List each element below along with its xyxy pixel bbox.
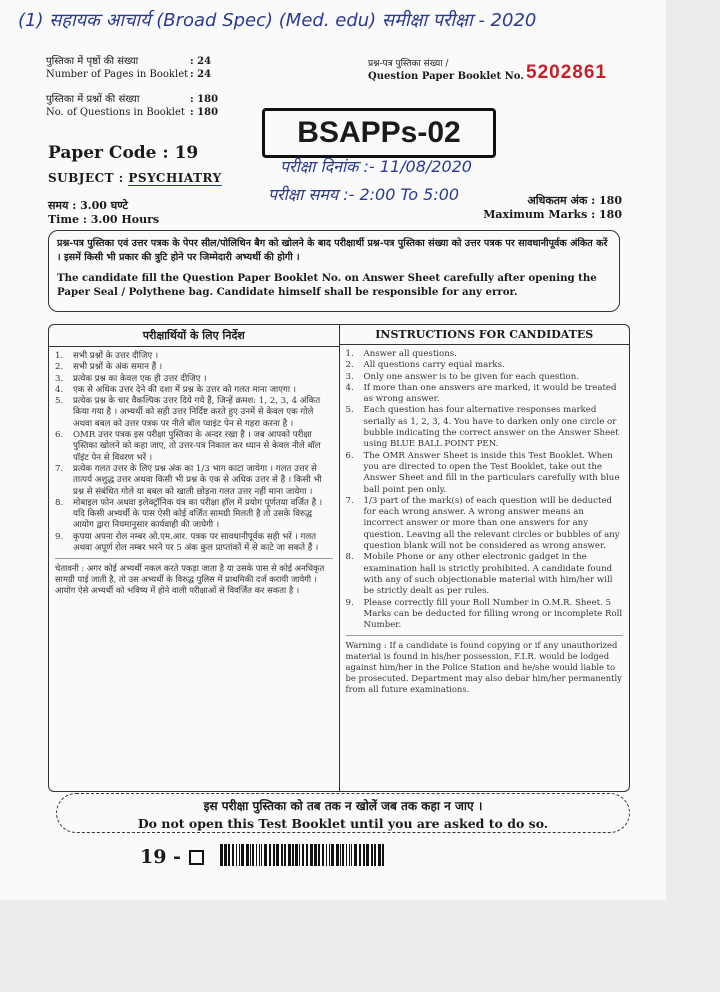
- instructions-hi: [49, 325, 340, 791]
- max-marks-hi: अधिकतम अंक : 180: [527, 194, 622, 207]
- instruction-en-item-text: The OMR Answer Sheet is inside this Test Booklet. When you are directed to open the Test Booklet, take out the Answer Sheet and fill in the particulars carefully with blue ball point pen only.: [363, 450, 620, 495]
- instruction-hi-item: [55, 396, 333, 430]
- booklet-code-text: 19 -: [140, 846, 181, 868]
- qpb-number: 5202861: [526, 62, 607, 83]
- instruction-hi-item: [55, 532, 333, 555]
- series-box: [262, 108, 496, 158]
- instruction-en-item-text: All questions carry equal marks.: [363, 360, 505, 371]
- instruction-en-item: [346, 552, 624, 597]
- instruction-en-item-text: Mobile Phone or any other electronic gadget in the examination hall is strictly prohibited. A candidate found with any of such objectionable material with him/her will be strictly dealt as per rules.: [363, 552, 613, 597]
- max-marks-en: Maximum Marks : 180: [483, 208, 622, 221]
- instruction-en-item-text: If more than one answers are marked, it would be treated as wrong answer.: [363, 382, 617, 405]
- instructions-hi-title: परीक्षार्थियों के लिए निर्देश: [49, 325, 339, 347]
- instruction-en-item-text: Answer all questions.: [363, 349, 457, 359]
- instruction-hi-item-number: 4.: [55, 384, 64, 395]
- questions-label-en: No. of Questions in Booklet: [46, 107, 185, 118]
- pages-label-en: Number of Pages in Booklet: [46, 69, 189, 80]
- instruction-hi-item-text: प्रत्येक प्रश्न का केवल एक ही उत्तर दीजिए ।: [73, 373, 207, 384]
- instruction-hi-item-text: एक से अधिक उत्तर देने की दशा में प्रश्न के उत्तर को गलत माना जाएगा ।: [73, 384, 297, 395]
- instruction-hi-item: [55, 498, 333, 532]
- instruction-en-item-number: 8.: [345, 552, 354, 563]
- instruction-hi-item-text: OMR उत्तर पत्रक इस परीक्षा पुस्तिका के अन्दर रखा है । जब आपको परीक्षा पुस्तिका खोलने को कहा जाए, तो उत्तर-पत्र निकाल कर ध्यान से केवल नीले बॉल पॉइंट पेन से विवरण भरें ।: [73, 430, 321, 463]
- time-en: Time : 3.00 Hours: [48, 213, 160, 226]
- instruction-hi-item: [55, 351, 333, 362]
- instruction-en-item-text: Only one answer is to be given for each question.: [363, 371, 579, 382]
- instruction-en-item: [346, 405, 624, 450]
- pages-value-en: : 24: [190, 69, 212, 80]
- instruction-en-item-number: 7.: [345, 495, 354, 506]
- qpb-label-hi: प्रश्न-पत्र पुस्तिका संख्या /: [368, 59, 449, 69]
- notice-box: [48, 230, 620, 312]
- instruction-en-item-text: Each question has four alternative responses marked serially as 1, 2, 3, 4. You have to darken only one circle or bubble indicating the correct answer on the Answer Sheet using BLUE BALL POINT PEN.: [363, 405, 619, 450]
- booklet-code: [140, 846, 204, 868]
- instruction-hi-item-text: कृपया अपना रोल नम्बर ओ.एम.आर. पत्रक पर सावधानीपूर्वक सही भरें । गलत अथवा अपूर्ण रोल नम्बर भरने पर 5 अंक कुल प्राप्तांकों में से काटे जा सकते हैं ।: [73, 531, 319, 554]
- paper-code: Paper Code : 19: [48, 143, 199, 163]
- instruction-hi-item-number: 5.: [55, 396, 64, 407]
- instructions-en-warning: Warning : If a candidate is found copying or if any unauthorized material is found in his/her possession, F.I.R. would be lodged against him/her in the Police Station and he/she would liable to be prosecuted. Department may also debar him/her permanently from all future examinations.: [345, 640, 622, 695]
- instruction-en-item-number: 4.: [345, 382, 354, 393]
- instruction-hi-item: [55, 374, 333, 385]
- notice-hindi: प्रश्न-पत्र पुस्तिका एवं उत्तर पत्रक के पेपर सील/पोलिथिन बैग को खोलने के बाद परीक्षार्थी प्रश्न-पत्र पुस्तिका संख्या को उत्तर पत्रक पर सावधानीपूर्वक अंकित करें । इसमें किसी भी प्रकार की त्रुटि होने पर जिम्मेदारी अभ्यर्थी की होगी ।: [57, 238, 608, 263]
- instruction-hi-item-text: मोबाइल फोन अथवा इलेक्ट्रॉनिक यंत्र का परीक्षा हॉल में प्रयोग पूर्णतया वर्जित है । यदि किसी अभ्यर्थी के पास ऐसी कोई वर्जित सामग्री मिलती है तो उसके विरुद्ध आयोग द्वारा नियमानुसार कार्यवाही की जायेगी ।: [73, 497, 323, 531]
- instruction-hi-item-number: 2.: [55, 362, 64, 373]
- pages-value-hi: : 24: [190, 56, 212, 67]
- checkbox-square-icon: [189, 850, 204, 865]
- instructions-hi-warning: चेतावनी : अगर कोई अभ्यर्थी नकल करते पकड़ा जाता है या उसके पास से कोई अनधिकृत सामग्री पाई जाती है, तो उस अभ्यर्थी के विरुद्ध पुलिस में प्राथमिकी दर्ज करायी जायेगी । आयोग ऐसे अभ्यर्थी को भविष्य में होने वाली परीक्षाओं से विवर्जित कर सकता है ।: [55, 563, 325, 596]
- instruction-hi-item-number: 9.: [55, 531, 64, 542]
- instruction-en-item: [346, 349, 624, 360]
- instruction-en-item-number: 2.: [345, 360, 354, 371]
- barcode-icon: [220, 844, 386, 866]
- instructions-en: [340, 325, 630, 791]
- instruction-hi-item: [55, 385, 333, 396]
- instruction-en-item: [346, 383, 624, 406]
- handwritten-exam-time: परीक्षा समय :- 2:00 To 5:00: [268, 185, 460, 204]
- subject: [48, 171, 222, 185]
- instruction-en-item-number: 5.: [345, 405, 354, 416]
- instruction-hi-item: [55, 464, 333, 498]
- footer-hindi: इस परीक्षा पुस्तिका को तब तक न खोलें जब तक कहा न जाए ।: [203, 799, 483, 813]
- time-hi: समय : 3.00 घण्टे: [48, 199, 128, 212]
- instruction-hi-item-text: सभी प्रश्नों के अंक समान हैं ।: [73, 362, 163, 373]
- instruction-hi-item-number: 7.: [55, 463, 64, 474]
- subject-value: PSYCHIATRY: [128, 171, 222, 185]
- instruction-en-item-number: 3.: [345, 371, 354, 382]
- questions-value-hi: : 180: [190, 94, 219, 105]
- instruction-en-item: [346, 372, 624, 383]
- instruction-en-item-number: 9.: [345, 597, 354, 608]
- instructions-box: [48, 324, 630, 792]
- instruction-hi-item: [55, 362, 333, 373]
- instruction-hi-item-text: सभी प्रश्नों के उत्तर दीजिए ।: [73, 351, 159, 361]
- questions-label-hi: पुस्तिका में प्रश्नों की संख्या: [46, 94, 140, 105]
- pages-label-hi: पुस्तिका में पृष्ठों की संख्या: [46, 56, 139, 67]
- instructions-en-list: [346, 349, 624, 631]
- instruction-hi-item: [55, 430, 333, 464]
- questions-value-en: : 180: [190, 107, 219, 118]
- handwritten-header: (1) सहायक आचार्य (Broad Spec) (Med. edu) समीक्षा परीक्षा - 2020: [18, 10, 537, 31]
- instructions-en-title: INSTRUCTIONS FOR CANDIDATES: [340, 325, 630, 345]
- notice-english: The candidate fill the Question Paper Booklet No. on Answer Sheet carefully after opening the Paper Seal / Polythene bag. Candidate himself shall be responsible for any error.: [57, 272, 597, 298]
- instruction-en-item: [346, 496, 624, 552]
- instruction-hi-item-text: प्रत्येक गलत उत्तर के लिए प्रश्न अंक का 1/3 भाग काटा जायेगा । गलत उत्तर से तात्पर्य अशुद्ध उत्तर अथवा किसी भी प्रश्न के एक से अधिक उत्तर से है । किसी भी प्रश्न से संबंधित गोले या बबल को खाली छोड़ना गलत उत्तर नहीं माना जायेगा ।: [73, 463, 322, 497]
- instruction-en-item-number: 6.: [345, 450, 354, 461]
- instruction-en-item-number: 1.: [345, 349, 354, 359]
- footer-notice: [56, 793, 630, 833]
- instruction-en-item-text: Please correctly fill your Roll Number in O.M.R. Sheet. 5 Marks can be deducted for filling wrong or incomplete Roll Number.: [363, 597, 623, 631]
- instruction-hi-item-text: प्रत्येक प्रश्न के चार वैकल्पिक उत्तर दिये गये हैं, जिन्हें क्रमश: 1, 2, 3, 4 अंकित किया गया है । अभ्यर्थी को सही उत्तर निर्दिष्ट करते हुए उनमें से केवल एक गोले अथवा बबल को उत्तर पत्रक पर नीले बॉल प्वाइंट पेन से गहरा करना है ।: [73, 396, 321, 429]
- series-code: BSAPPs-02: [297, 116, 461, 149]
- instruction-en-item: [346, 598, 624, 632]
- instruction-en-item: [346, 360, 624, 371]
- instruction-hi-item-number: 6.: [55, 430, 64, 441]
- subject-label: SUBJECT :: [48, 171, 124, 185]
- instruction-hi-item-number: 1.: [55, 351, 64, 361]
- handwritten-exam-date: परीक्षा दिनांक :- 11/08/2020: [280, 157, 472, 176]
- instruction-en-item: [346, 451, 624, 496]
- qpb-label-en: Question Paper Booklet No.: [368, 71, 524, 82]
- instruction-hi-item-number: 3.: [55, 373, 64, 384]
- instructions-hi-list: [55, 351, 333, 554]
- instruction-en-item-text: 1/3 part of the mark(s) of each question will be deducted for each wrong answer. A wrong answer means an incorrect answer or more than one answers for any question. Leaving all the relevant circles or bubbles of any question blank will not be considered as wrong answer.: [363, 495, 620, 552]
- footer-english: Do not open this Test Booklet until you are asked to do so.: [137, 816, 549, 831]
- instruction-hi-item-number: 8.: [55, 497, 64, 508]
